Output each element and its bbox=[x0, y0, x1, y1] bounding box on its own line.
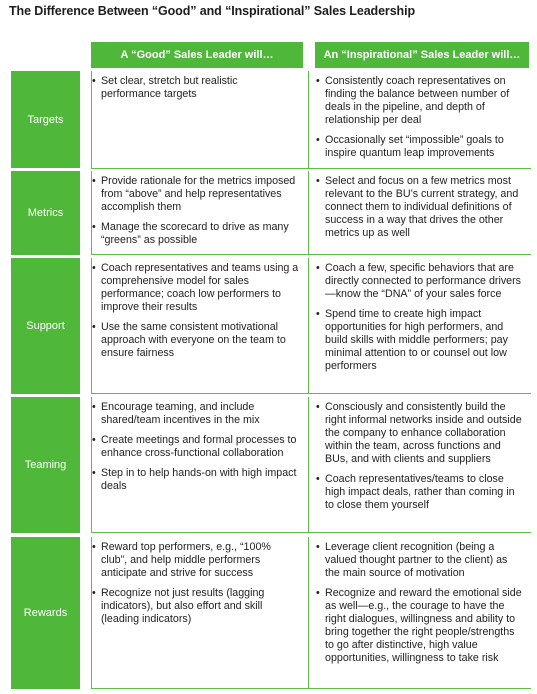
inspirational-cell bbox=[315, 397, 529, 519]
list-item: • Step in to help hands-on with high impact deals bbox=[91, 467, 299, 493]
table-row-targets bbox=[11, 71, 531, 169]
list-item: • Spend time to create high impact opportunities for high performers, and build skills with middle performers; pay minimal attention to or counsel out low performers bbox=[315, 308, 525, 373]
inspirational-cell bbox=[315, 258, 529, 380]
list-item: • Leverage client recognition (being a valued thought partner to the client) as the main source of motivation bbox=[315, 541, 525, 580]
table-row-teaming bbox=[11, 397, 531, 533]
list-item: • Set clear, stretch but realistic performance targets bbox=[91, 75, 299, 101]
list-item: • Recognize not just results (lagging indicators), but also effort and skill (leading indicators) bbox=[91, 587, 299, 626]
list-item: • Occasionally set “impossible” goals to inspire quantum leap improvements bbox=[315, 134, 525, 160]
row-label-teaming: Teaming bbox=[11, 397, 80, 533]
inspirational-cell bbox=[315, 71, 529, 167]
list-item: • Coach representatives and teams using a comprehensive model for sales performance; coach low performers to improve their results bbox=[91, 262, 299, 314]
list-item: • Recognize and reward the emotional side as well—e.g., the courage to have the right dialogues, willingness and ability to bring together the right people/strengths to go after distinctive, high value opportunities, willingness to take risk bbox=[315, 587, 525, 665]
row-label-support: Support bbox=[11, 258, 80, 394]
list-item: • Manage the scorecard to drive as many “greens” as possible bbox=[91, 221, 299, 247]
list-item: • Encourage teaming, and include shared/team incentives in the mix bbox=[91, 401, 299, 427]
table-row-rewards bbox=[11, 537, 531, 689]
row-label-targets: Targets bbox=[11, 71, 80, 168]
list-item: • Reward top performers, e.g., “100% club”, and help middle performers anticipate and strive for success bbox=[91, 541, 299, 580]
good-cell bbox=[91, 71, 303, 108]
list-item: • Provide rationale for the metrics imposed from “above” and help representatives accomplish them bbox=[91, 175, 299, 214]
good-cell bbox=[91, 537, 303, 633]
page-title: The Difference Between “Good” and “Inspirational” Sales Leadership bbox=[9, 4, 415, 18]
column-header-inspirational: An “Inspirational” Sales Leader will… bbox=[315, 42, 529, 68]
good-cell bbox=[91, 397, 303, 500]
inspirational-cell bbox=[315, 171, 529, 247]
list-item: • Consistently coach representatives on finding the balance between number of deals in the pipeline, and depth of relationship per deal bbox=[315, 75, 525, 127]
good-cell bbox=[91, 171, 303, 254]
table-row-metrics bbox=[11, 171, 531, 255]
list-item: • Create meetings and formal processes to enhance cross-functional collaboration bbox=[91, 434, 299, 460]
list-item: • Select and focus on a few metrics most relevant to the BU’s current strategy, and connect them to individual definitions of success in a way that drives the other metrics up as well bbox=[315, 175, 525, 240]
good-cell bbox=[91, 258, 303, 367]
table-row-support bbox=[11, 258, 531, 394]
row-label-rewards: Rewards bbox=[11, 537, 80, 689]
list-item: • Use the same consistent motivational approach with everyone on the team to ensure fairness bbox=[91, 321, 299, 360]
list-item: • Coach a few, specific behaviors that are directly connected to performance drivers—know the “DNA” of your sales force bbox=[315, 262, 525, 301]
column-header-good: A “Good” Sales Leader will… bbox=[91, 42, 303, 68]
inspirational-cell bbox=[315, 537, 529, 672]
list-item: • Consciously and consistently build the right informal networks inside and outside the company to enhance collaboration within the team, across functions and BUs, and with clients and suppliers bbox=[315, 401, 525, 466]
list-item: • Coach representatives/teams to close high impact deals, rather than coming in to close them yourself bbox=[315, 473, 525, 512]
row-label-metrics: Metrics bbox=[11, 171, 80, 255]
